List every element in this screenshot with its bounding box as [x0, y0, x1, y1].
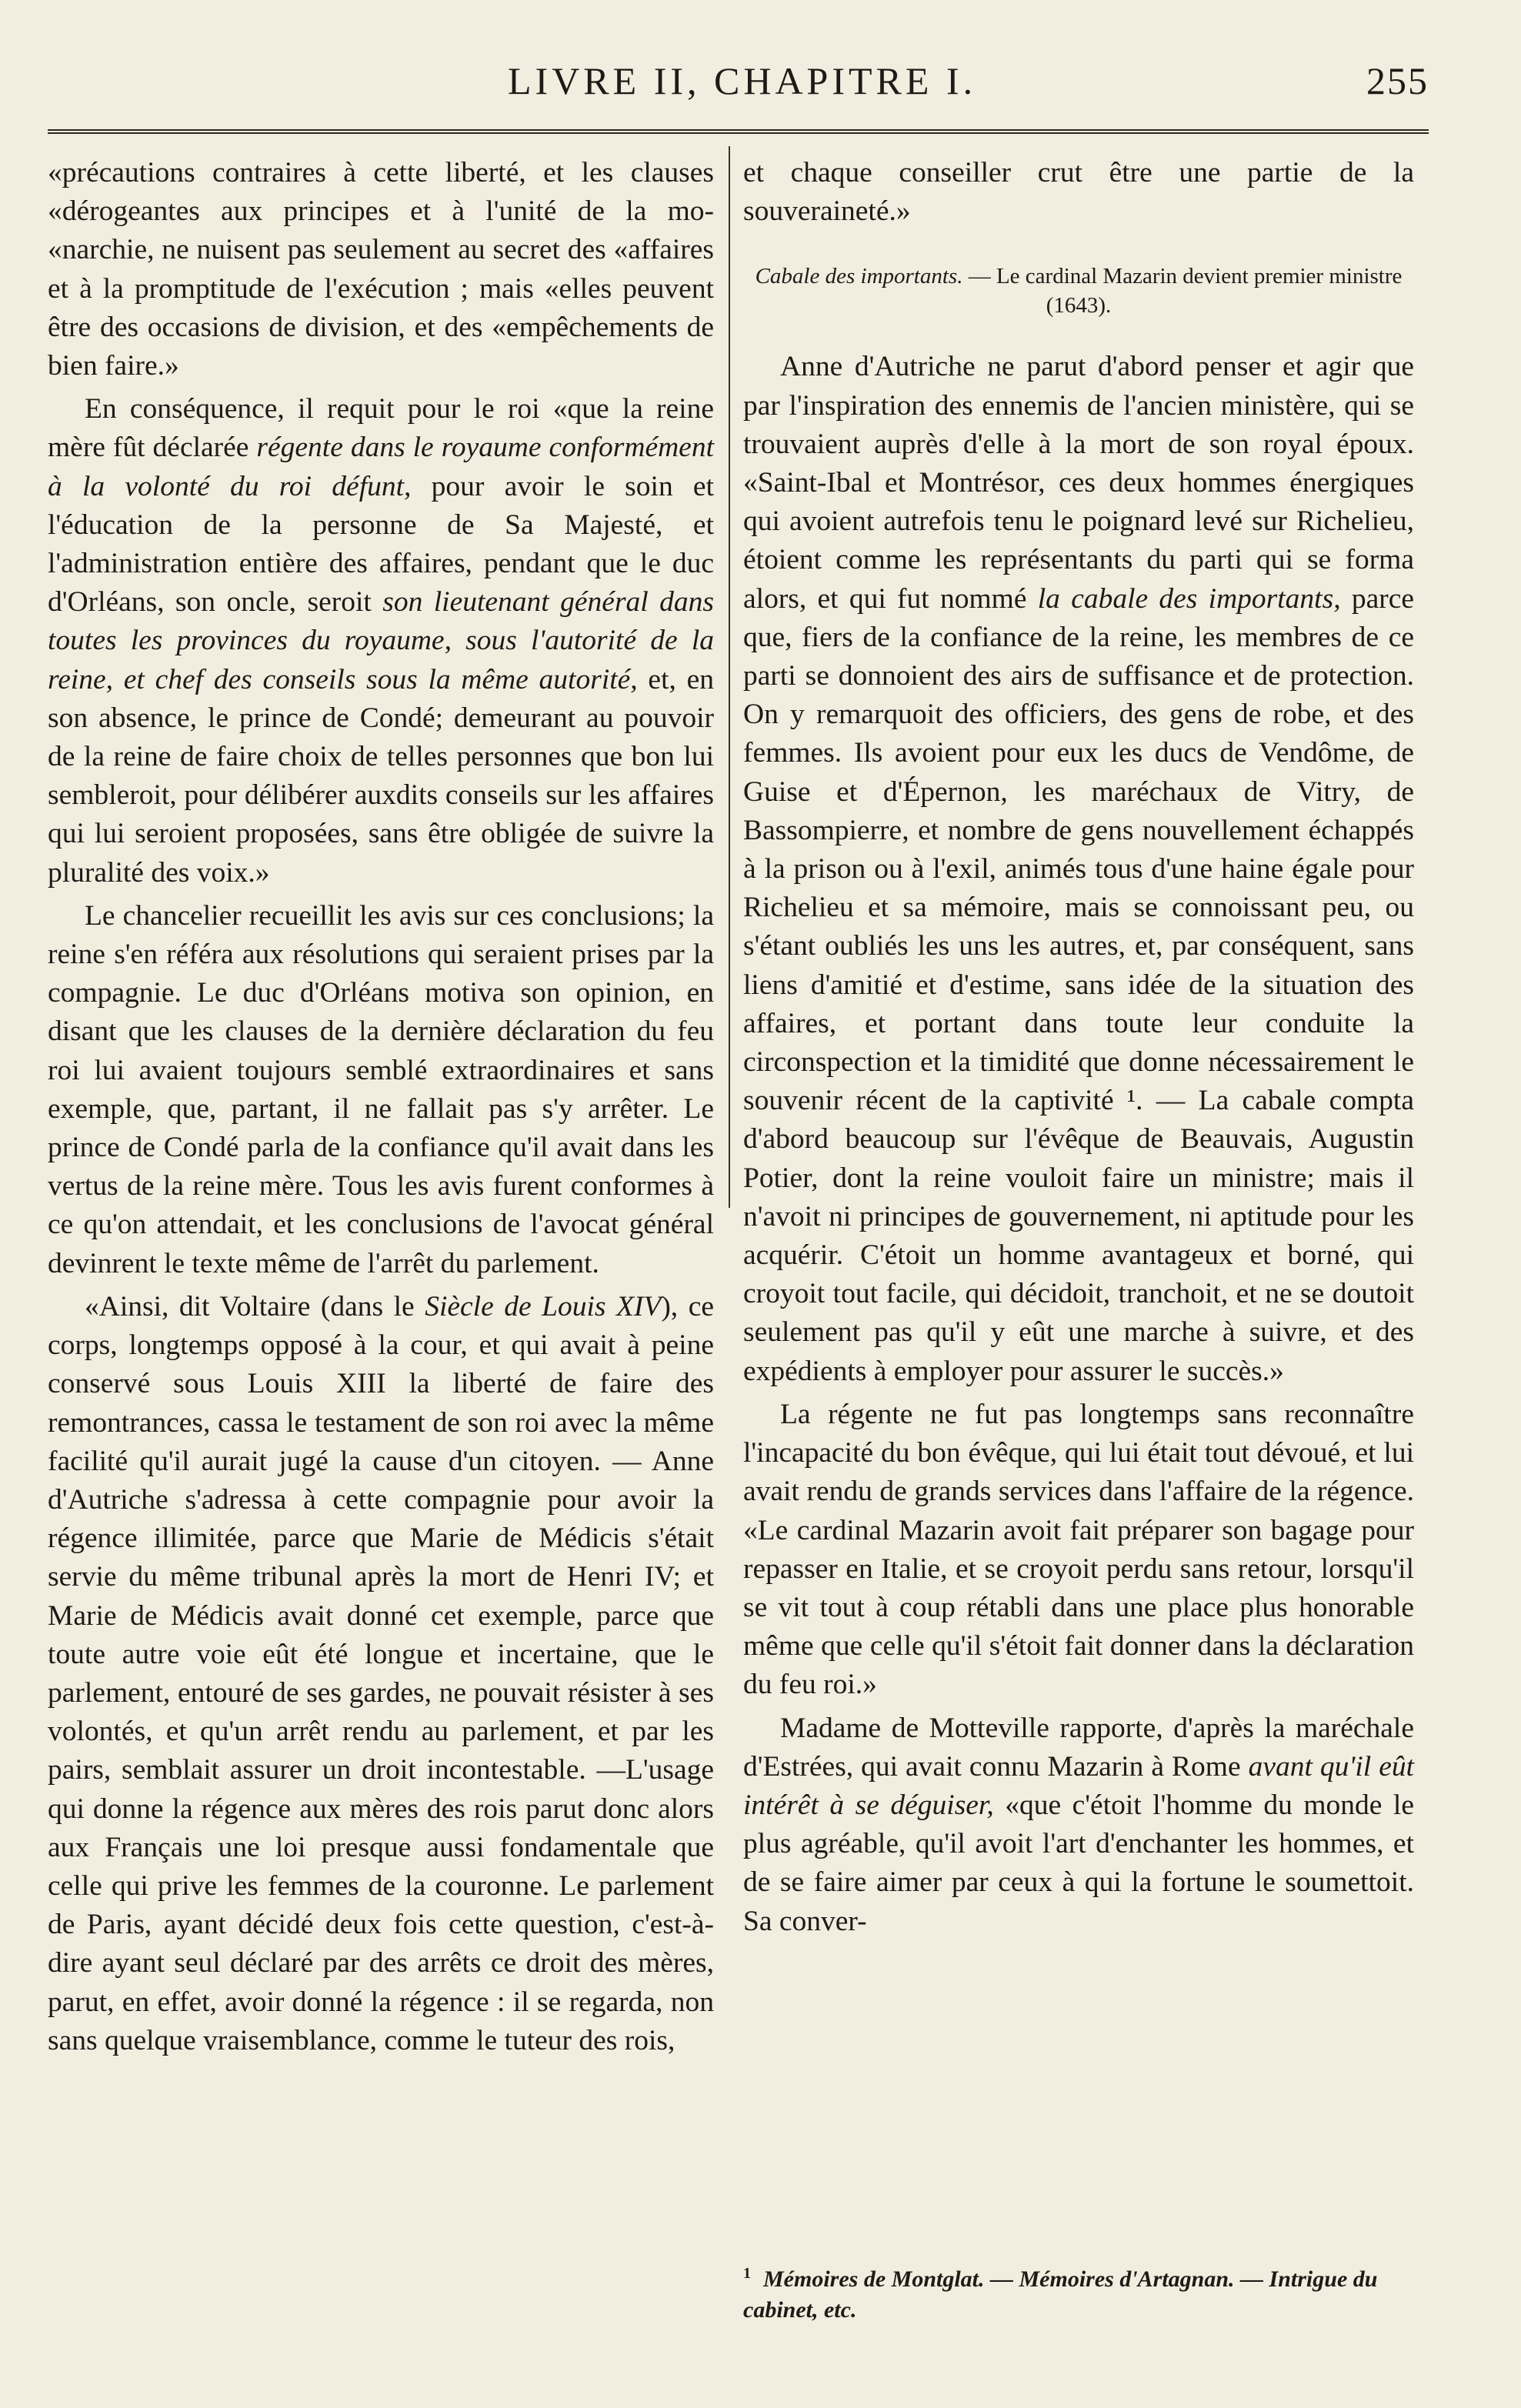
text-run: «que c'étoit l'homme du monde le plus agréable, qu'il avoit l'art d'enchanter les hommes, et de se faire aimer par ceux à qui la fortune le soumettoit. Sa conver- [743, 1789, 1414, 1937]
section-heading-subtitle: — Le cardinal Mazarin devient premier ministre (1643). [962, 264, 1403, 319]
text-run: Anne d'Autriche ne parut d'abord penser et agir que par l'inspiration des ennemis de l'ancien ministère, qui se trouvaient auprès d'elle à la mort de son royal époux. «Saint-Ibal et Montrésor, ces deux hommes énergiques qui avoient autrefois tenu le poignard levé sur Richelieu, étoient comme les représentants du parti qui se forma alors, et qui fut nommé [743, 351, 1414, 615]
italic-text: Siècle de Louis XIV [425, 1290, 662, 1322]
text-run: En conséquence, il requit pour le roi «que la reine mère fût déclarée [48, 393, 714, 464]
right-column [743, 154, 1414, 1946]
text-run: et, en son absence, le prince de Condé; demeurant au pouvoir de la reine de faire choix de telles personnes que bon lui sembleroit, pour délibérer auxdits conseils sur les affaires qui lui seroient proposées, sans être obligée de suivre la pluralité des voix.» [48, 663, 714, 889]
text-run: Le chancelier recueillit les avis sur ces conclusions; la reine s'en référa aux résolutions qui seraient prises par la compagnie. Le duc d'Orléans motiva son opinion, en disant que les clauses de la dernière déclaration du feu roi lui avaient toujours semblé extraordinaires et sans exemple, que, partant, il ne fallait pas s'y arrêter. Le prince de Condé parla de la confiance qu'il avait dans les vertus de la reine mère. Tous les avis furent conformes à ce qu'on attendait, et les conclusions de l'avocat général devinrent le texte même de l'arrêt du parlement. [48, 899, 714, 1279]
text-run: ), ce corps, longtemps opposé à la cour, et qui avait à peine conservé sous Louis XIII la liberté de faire des remontrances, cassa le testament de son roi avec la même facilité qu'il aurait jugé la cause d'un citoyen. — Anne d'Autriche s'adressa à cette compagnie pour avoir la régence illimitée, parce que Marie de Médicis s'était servie du même tribunal après la mort de Henri IV; et Marie de Médicis avait donné cet exemple, parce que toute autre voie eût été longue et incertaine, que le parlement, entouré de ses gardes, ne pouvait résister à ses volontés, et qu'un arrêt rendu au parlement, et par les pairs, semblait assurer un droit incontestable. —L'usage qui donne la régence aux mères des rois parut donc alors aux Français une loi presque aussi fondamentale que celle qui prive les femmes de la couronne. Le parlement de Paris, ayant décidé deux fois cette question, c'est-à-dire ayant seul déclaré par des arrêts ce droit des mères, parut, en effet, avoir donné la régence : il se regarda, non sans quelque vraisemblance, comme le tuteur des rois, [48, 1290, 714, 2056]
paragraph [48, 897, 714, 1283]
italic-text: la cabale des importants, [1037, 582, 1341, 615]
italic-text: son lieutenant général dans toutes les provinces du royaume, sous l'autorité de la reine, et chef des conseils sous la même autorité, [48, 586, 714, 695]
text-run: «Ainsi, dit Voltaire (dans le [85, 1290, 425, 1322]
section-heading-title: Cabale des importants. [755, 264, 963, 289]
paragraph [743, 154, 1414, 231]
footnote-number: 1 [743, 2265, 751, 2282]
italic-text: régente dans le royaume conformément à la volonté du roi défunt, [48, 432, 714, 502]
paragraph [743, 1709, 1414, 1941]
paragraph [48, 154, 714, 385]
section-heading [743, 262, 1414, 320]
running-head [46, 54, 1429, 108]
paragraph [743, 348, 1414, 1390]
paragraph [743, 1396, 1414, 1705]
footnote-text: Mémoires de Montglat. — Mémoires d'Artagnan. — Intrigue du cabinet, etc. [743, 2266, 1378, 2323]
text-run: pour avoir le soin et l'éducation de la personne de Sa Majesté, et l'administration entière des affaires, pendant que le duc d'Orléans, son oncle, seroit [48, 470, 714, 619]
italic-text: avant qu'il eût intérêt à se déguiser, [743, 1750, 1415, 1821]
left-column [48, 154, 714, 2065]
paragraph [48, 390, 714, 892]
page-number: 255 [1366, 59, 1429, 102]
paragraph [48, 1288, 714, 2060]
text-run: Madame de Motteville rapporte, d'après la maréchale d'Estrées, qui avait connu Mazarin à Rome [743, 1712, 1414, 1783]
header-rule [48, 129, 1429, 134]
running-title: LIVRE II, CHAPITRE I. [508, 59, 977, 102]
footnotes [743, 2258, 1414, 2326]
text-run: parce que, fiers de la confiance de la reine, les membres de ce parti se donnoient des airs de suffisance et de protection. On y remarquoit des officiers, des gens de robe, et des femmes. Ils avoient pour eux les ducs de Vendôme, de Guise et d'Épernon, les maréchaux de Vitry, de Bassompierre, et nombre de gens nouvellement échappés à la prison ou à l'exil, animés tous d'une haine égale pour Richelieu et sa mémoire, mais se connoissant peu, ou s'étant oubliés les uns les autres, et, par conséquent, sans liens d'amitié et d'estime, sans idée de la situation des affaires, et portant dans toute leur conduite la circonspection et la timidité que donne nécessairement le souvenir récent de la captivité ¹. — La cabale compta d'abord beaucoup sur l'évêque de Beauvais, Augustin Potier, dont la reine vouloit faire un ministre; mais il n'avoit ni principes de gouvernement, ni aptitude pour les acquérir. C'étoit un homme avantageux et borné, qui croyoit tout facile, qui décidoit, tranchoit, et ne se doutoit seulement pas qu'il y eût une marche à suivre, et des expédients à employer pour assurer le succès.» [743, 582, 1415, 1387]
text-run: «précautions contraires à cette liberté, et les clauses «dérogeantes aux principes et à l'unité de la mo- «narchie, ne nuisent pas seulement au secret des «affaires et à la promptitude de l'exécution ; mais «elles peuvent être des occasions de division, et des «empêchements de bien faire.» [48, 157, 714, 382]
text-run: et chaque conseiller crut être une partie de la souveraineté.» [743, 157, 1414, 228]
column-divider [729, 146, 730, 1208]
text-run: La régente ne fut pas longtemps sans reconnaître l'incapacité du bon évêque, qui lui était tout dévoué, et lui avait rendu de grands services dans l'affaire de la régence. «Le cardinal Mazarin avoit fait préparer son bagage pour repasser en Italie, et se croyoit perdu sans retour, lorsqu'il se vit tout à coup rétabli dans une place plus honorable même que celle qu'il s'étoit fait donner dans la déclaration du feu roi.» [743, 1398, 1414, 1701]
right-column-body [743, 348, 1414, 1940]
